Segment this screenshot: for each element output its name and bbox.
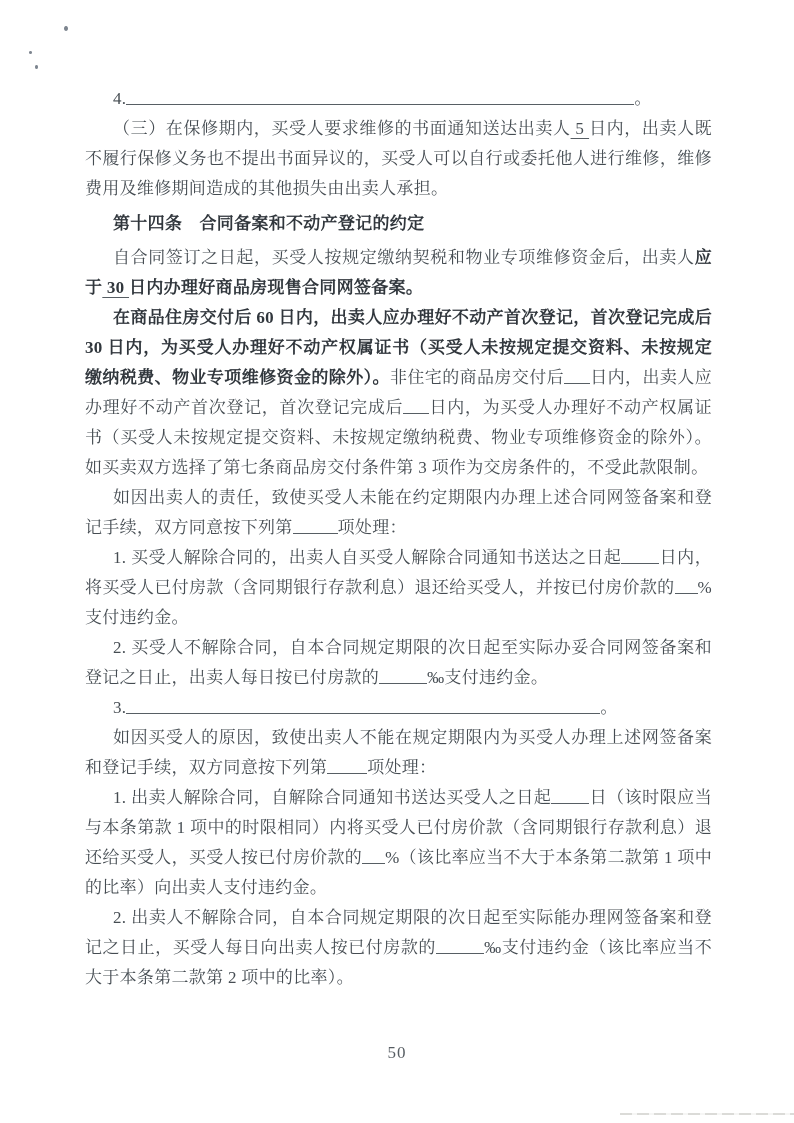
text-run: 1. 买受人解除合同的，出卖人自买受人解除合同通知书送达之日起 xyxy=(113,548,622,567)
text-run: 非住宅的商品房交付后 xyxy=(389,368,565,387)
text-run: 自合同签订之日起，买受人按规定缴纳契税和物业专项维修资金后，出卖人 xyxy=(113,248,695,267)
text-run: 日内，为买受人办理好不动产权属证书（买受人未按规定提交资料、未按规定缴纳税费、物业专项维修资金的除外）。如买卖双方选择了第七条商品房交付条件第 3 项作为交房条件的，不受此款限制。 xyxy=(85,398,712,477)
paragraph xyxy=(85,543,712,633)
text-run: 日内，出卖人应办理好不动产首次登记，首次登记完成后 xyxy=(85,368,712,417)
text-run: 日内，出卖人既不履行保修义务也不提出书面异议的，买受人可以自行或委托他人进行维修，维修费用及维修期间造成的其他损失由出卖人承担。 xyxy=(85,119,712,198)
page-number: 50 xyxy=(387,1043,407,1062)
text-run: 30 xyxy=(102,278,130,297)
blank-underline xyxy=(362,847,385,864)
text-run: ‰支付违约金（该比率应当不大于本条第二款第 2 项中的比率）。 xyxy=(85,938,712,987)
paragraph xyxy=(85,903,712,993)
text-run: 如因出卖人的责任，致使买受人未能在约定期限内办理上述合同网签备案和登记手续，双方同意按下列第 xyxy=(85,488,712,537)
blank-underline xyxy=(564,367,590,384)
text-run: 如因买受人的原因，致使出卖人不能在规定期限内为买受人办理上述网签备案和登记手续，双方同意按下列第 xyxy=(85,728,712,777)
text-run: 项处理： xyxy=(367,758,437,777)
text-run: （三）在保修期内，买受人要求维修的书面通知送达出卖人 xyxy=(113,119,571,138)
text-run: 项处理： xyxy=(337,518,407,537)
text-run: 日内办理好商品房现售合同网签备案。 xyxy=(129,278,424,297)
scan-speck xyxy=(29,51,32,54)
scan-edge-artifact xyxy=(620,1113,794,1115)
paragraph xyxy=(85,243,712,303)
text-run: 日内，将买受人已付房款（含同期银行存款利息）退还给买受人，并按已付房价款的 xyxy=(85,548,712,597)
blank-underline xyxy=(621,547,659,564)
text-run: 4. xyxy=(113,89,127,108)
text-run: %（该比率应当不大于本条第二款第 1 项中的比率）向出卖人支付违约金。 xyxy=(85,848,712,897)
paragraph xyxy=(85,303,712,483)
paragraph xyxy=(85,723,712,783)
text-run: 5 xyxy=(570,119,590,138)
blank-underline xyxy=(327,757,367,774)
text-run: 3. xyxy=(113,698,127,717)
text-run: 1. 出卖人解除合同，自解除合同通知书送达买受人之日起 xyxy=(113,788,552,807)
blank-underline xyxy=(436,937,484,954)
text-run: 。 xyxy=(634,89,652,108)
paragraph xyxy=(85,483,712,543)
text-run: 。 xyxy=(600,698,618,717)
text-run: 2. 买受人不解除合同，自本合同规定期限的次日起至实际办妥合同网签备案和登记之日止，出卖人每日按已付房款的 xyxy=(85,638,712,687)
document-body xyxy=(85,84,712,993)
blank-underline xyxy=(379,667,427,684)
paragraph xyxy=(85,633,712,693)
blank-underline xyxy=(126,697,600,714)
text-run: 应于 xyxy=(85,248,712,297)
paragraph xyxy=(85,693,712,723)
text-run: %支付违约金。 xyxy=(85,578,712,627)
text-run: ‰支付违约金。 xyxy=(427,668,549,687)
blank-underline xyxy=(675,577,698,594)
text-run: 第十四条 合同备案和不动产登记的约定 xyxy=(113,214,425,233)
blank-underline xyxy=(551,787,589,804)
paragraph xyxy=(85,783,712,903)
text-run: 日（该时限应当与本条第款 1 项中的时限相同）内将买受人已付房价款（含同期银行存款利息）退还给买受人，买受人按已付房价款的 xyxy=(85,788,712,867)
scan-speck xyxy=(35,65,38,69)
paragraph xyxy=(85,84,712,114)
blank-underline xyxy=(403,397,429,414)
text-run: 2. 出卖人不解除合同，自本合同规定期限的次日起至实际能办理网签备案和登记之日止，买受人每日向出卖人按已付房款的 xyxy=(85,908,712,957)
text-run: 在商品住房交付后 60 日内，出卖人应办理好不动产首次登记，首次登记完成后 30 日内，为买受人办理好不动产权属证书（买受人未按规定提交资料、未按规定缴纳税费、物业专项维修资金的除外）。 xyxy=(85,308,712,387)
scan-speck xyxy=(64,26,68,31)
section-heading xyxy=(85,209,712,239)
blank-underline xyxy=(126,88,634,105)
paragraph xyxy=(85,114,712,204)
blank-underline xyxy=(293,517,338,534)
